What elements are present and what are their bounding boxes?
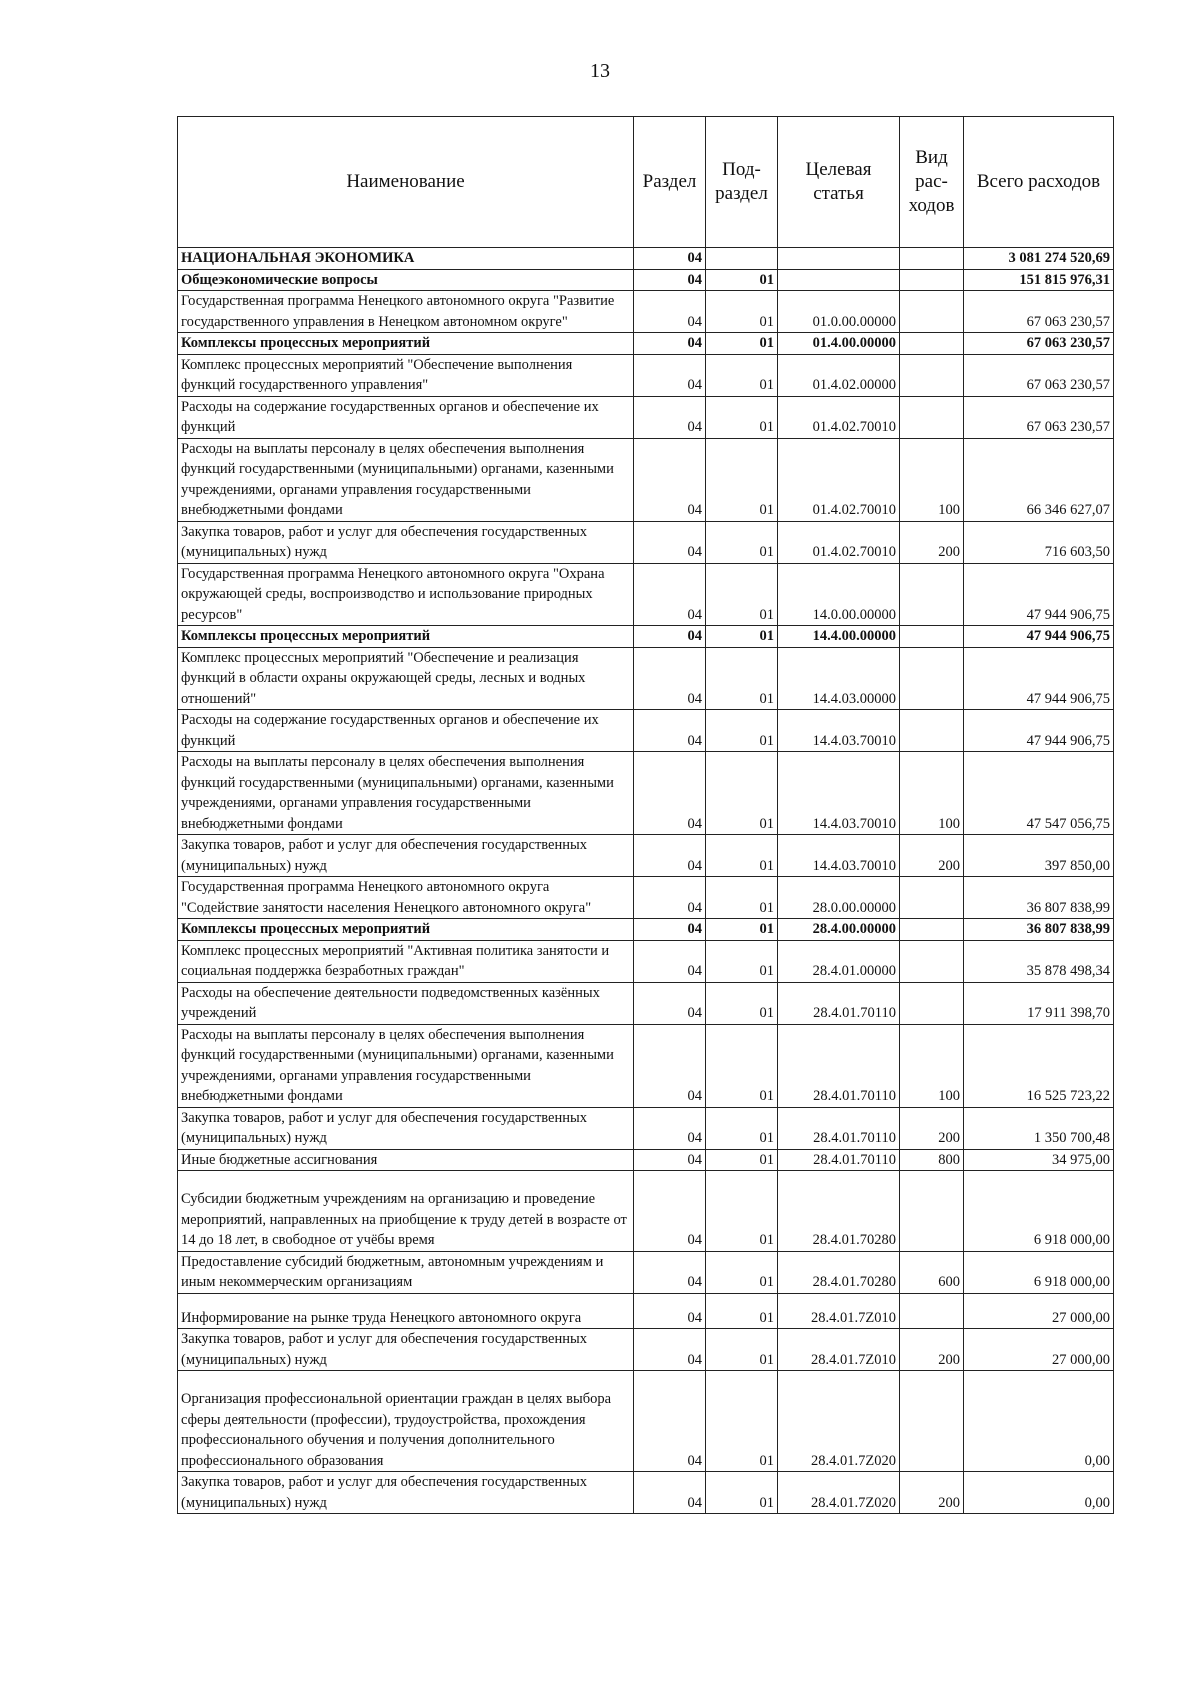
cell-total: 27 000,00 — [964, 1293, 1114, 1329]
table-row — [178, 269, 1114, 291]
cell-total: 151 815 976,31 — [964, 269, 1114, 291]
cell-total: 27 000,00 — [964, 1329, 1114, 1371]
cell-razdel: 04 — [634, 269, 706, 291]
cell-total: 6 918 000,00 — [964, 1251, 1114, 1293]
cell-podrazdel: 01 — [706, 1251, 778, 1293]
cell-razdel: 04 — [634, 1149, 706, 1171]
cell-name: Закупка товаров, работ и услуг для обеспечения государственных (муниципальных) нужд — [178, 1472, 634, 1514]
cell-vid: 100 — [900, 438, 964, 521]
table-row — [178, 626, 1114, 648]
cell-name: Комплекс процессных мероприятий "Обеспечение выполнения функций государственного управления" — [178, 354, 634, 396]
cell-name: Закупка товаров, работ и услуг для обеспечения государственных (муниципальных) нужд — [178, 1107, 634, 1149]
cell-vid: 600 — [900, 1251, 964, 1293]
cell-name: Государственная программа Ненецкого автономного округа "Развитие государственного управления в Ненецком автономном округе" — [178, 291, 634, 333]
cell-statya: 14.4.00.00000 — [778, 626, 900, 648]
cell-total: 0,00 — [964, 1371, 1114, 1472]
cell-razdel: 04 — [634, 333, 706, 355]
cell-vid — [900, 1371, 964, 1472]
cell-statya: 28.4.01.70110 — [778, 1149, 900, 1171]
cell-vid — [900, 626, 964, 648]
cell-podrazdel: 01 — [706, 1149, 778, 1171]
cell-vid: 200 — [900, 835, 964, 877]
cell-name: Закупка товаров, работ и услуг для обеспечения государственных (муниципальных) нужд — [178, 1329, 634, 1371]
cell-podrazdel: 01 — [706, 982, 778, 1024]
cell-total: 67 063 230,57 — [964, 396, 1114, 438]
table-row — [178, 940, 1114, 982]
cell-vid: 200 — [900, 521, 964, 563]
cell-name: Субсидии бюджетным учреждениям на организацию и проведение мероприятий, направленных на приобщение к труду детей в возрасте от 14 до 18 лет, в свободное от учёбы время — [178, 1171, 634, 1252]
table-header-row — [178, 117, 1114, 248]
cell-razdel: 04 — [634, 835, 706, 877]
cell-total: 67 063 230,57 — [964, 291, 1114, 333]
table-row — [178, 919, 1114, 941]
cell-name: Государственная программа Ненецкого автономного округа "Охрана окружающей среды, воспроизводство и использование природных ресурсов" — [178, 563, 634, 626]
cell-total: 17 911 398,70 — [964, 982, 1114, 1024]
cell-razdel: 04 — [634, 354, 706, 396]
cell-total: 34 975,00 — [964, 1149, 1114, 1171]
cell-vid — [900, 563, 964, 626]
cell-vid — [900, 269, 964, 291]
cell-vid — [900, 333, 964, 355]
cell-vid — [900, 710, 964, 752]
table-row — [178, 396, 1114, 438]
table-row — [178, 710, 1114, 752]
table-row — [178, 982, 1114, 1024]
cell-total: 716 603,50 — [964, 521, 1114, 563]
table-row — [178, 1293, 1114, 1329]
cell-total: 67 063 230,57 — [964, 333, 1114, 355]
cell-razdel: 04 — [634, 982, 706, 1024]
cell-vid: 100 — [900, 1024, 964, 1107]
cell-podrazdel: 01 — [706, 396, 778, 438]
cell-statya: 28.4.01.7Z020 — [778, 1371, 900, 1472]
cell-statya: 28.4.01.00000 — [778, 940, 900, 982]
cell-razdel: 04 — [634, 877, 706, 919]
cell-podrazdel: 01 — [706, 291, 778, 333]
table-body — [178, 248, 1114, 1514]
table-row — [178, 1024, 1114, 1107]
cell-vid — [900, 647, 964, 710]
cell-razdel: 04 — [634, 647, 706, 710]
cell-statya: 01.4.02.70010 — [778, 521, 900, 563]
cell-razdel: 04 — [634, 940, 706, 982]
header-razdel: Раздел — [634, 117, 706, 248]
page-number: 13 — [590, 60, 610, 82]
cell-name: Государственная программа Ненецкого автономного округа "Содействие занятости населения Ненецкого автономного округа" — [178, 877, 634, 919]
cell-vid — [900, 291, 964, 333]
cell-total: 35 878 498,34 — [964, 940, 1114, 982]
cell-vid — [900, 940, 964, 982]
cell-vid — [900, 1171, 964, 1252]
cell-statya: 14.0.00.00000 — [778, 563, 900, 626]
cell-total: 66 346 627,07 — [964, 438, 1114, 521]
cell-vid: 200 — [900, 1107, 964, 1149]
cell-name: Закупка товаров, работ и услуг для обеспечения государственных (муниципальных) нужд — [178, 835, 634, 877]
cell-name: Комплекс процессных мероприятий "Обеспечение и реализация функций в области охраны окружающей среды, лесных и водных отношений" — [178, 647, 634, 710]
cell-total: 47 944 906,75 — [964, 710, 1114, 752]
cell-name: НАЦИОНАЛЬНАЯ ЭКОНОМИКА — [178, 248, 634, 270]
cell-total: 36 807 838,99 — [964, 919, 1114, 941]
cell-podrazdel: 01 — [706, 1329, 778, 1371]
cell-vid: 200 — [900, 1472, 964, 1514]
cell-statya — [778, 269, 900, 291]
table-row — [178, 752, 1114, 835]
cell-podrazdel: 01 — [706, 710, 778, 752]
cell-podrazdel: 01 — [706, 647, 778, 710]
header-podrazdel: Под- раздел — [706, 117, 778, 248]
budget-table — [177, 116, 1114, 1514]
cell-razdel: 04 — [634, 1371, 706, 1472]
cell-statya: 28.4.01.70280 — [778, 1251, 900, 1293]
cell-vid — [900, 354, 964, 396]
table-row — [178, 521, 1114, 563]
cell-podrazdel: 01 — [706, 1472, 778, 1514]
table-row — [178, 1107, 1114, 1149]
cell-statya: 14.4.03.70010 — [778, 835, 900, 877]
cell-name: Общеэкономические вопросы — [178, 269, 634, 291]
cell-vid — [900, 248, 964, 270]
cell-name: Закупка товаров, работ и услуг для обеспечения государственных (муниципальных) нужд — [178, 521, 634, 563]
cell-vid — [900, 1293, 964, 1329]
cell-podrazdel: 01 — [706, 563, 778, 626]
cell-statya: 01.0.00.00000 — [778, 291, 900, 333]
cell-total: 0,00 — [964, 1472, 1114, 1514]
cell-statya: 01.4.02.70010 — [778, 396, 900, 438]
table-row — [178, 835, 1114, 877]
cell-name: Расходы на содержание государственных органов и обеспечение их функций — [178, 396, 634, 438]
cell-statya: 28.4.01.70280 — [778, 1171, 900, 1252]
cell-podrazdel: 01 — [706, 877, 778, 919]
cell-statya: 28.4.01.7Z020 — [778, 1472, 900, 1514]
cell-statya: 01.4.02.70010 — [778, 438, 900, 521]
table-row — [178, 1149, 1114, 1171]
cell-statya: 28.4.01.70110 — [778, 982, 900, 1024]
cell-total: 36 807 838,99 — [964, 877, 1114, 919]
cell-podrazdel: 01 — [706, 354, 778, 396]
cell-razdel: 04 — [634, 521, 706, 563]
cell-podrazdel: 01 — [706, 1107, 778, 1149]
cell-name: Иные бюджетные ассигнования — [178, 1149, 634, 1171]
cell-statya — [778, 248, 900, 270]
cell-vid — [900, 919, 964, 941]
cell-vid — [900, 396, 964, 438]
cell-statya: 28.0.00.00000 — [778, 877, 900, 919]
cell-razdel: 04 — [634, 1251, 706, 1293]
cell-razdel: 04 — [634, 752, 706, 835]
cell-podrazdel: 01 — [706, 269, 778, 291]
cell-statya: 01.4.00.00000 — [778, 333, 900, 355]
cell-name: Комплекс процессных мероприятий "Активная политика занятости и социальная поддержка безработных граждан" — [178, 940, 634, 982]
table-row — [178, 248, 1114, 270]
cell-podrazdel: 01 — [706, 1171, 778, 1252]
cell-total: 67 063 230,57 — [964, 354, 1114, 396]
cell-podrazdel: 01 — [706, 752, 778, 835]
cell-podrazdel: 01 — [706, 333, 778, 355]
cell-podrazdel: 01 — [706, 835, 778, 877]
cell-name: Расходы на выплаты персоналу в целях обеспечения выполнения функций государственными (муниципальными) органами, казенными учреждениями, органами управления государственными внебюджетными фондами — [178, 752, 634, 835]
cell-total: 1 350 700,48 — [964, 1107, 1114, 1149]
cell-podrazdel: 01 — [706, 940, 778, 982]
cell-razdel: 04 — [634, 563, 706, 626]
table-row — [178, 354, 1114, 396]
cell-total: 397 850,00 — [964, 835, 1114, 877]
cell-podrazdel — [706, 248, 778, 270]
cell-razdel: 04 — [634, 248, 706, 270]
cell-total: 3 081 274 520,69 — [964, 248, 1114, 270]
cell-name: Расходы на содержание государственных органов и обеспечение их функций — [178, 710, 634, 752]
cell-razdel: 04 — [634, 919, 706, 941]
table-row — [178, 1371, 1114, 1472]
cell-name: Комплексы процессных мероприятий — [178, 333, 634, 355]
cell-statya: 14.4.03.00000 — [778, 647, 900, 710]
cell-razdel: 04 — [634, 1171, 706, 1252]
cell-vid — [900, 877, 964, 919]
cell-razdel: 04 — [634, 1293, 706, 1329]
table-row — [178, 647, 1114, 710]
table-row — [178, 1329, 1114, 1371]
cell-total: 47 547 056,75 — [964, 752, 1114, 835]
cell-statya: 14.4.03.70010 — [778, 710, 900, 752]
table-row — [178, 1472, 1114, 1514]
cell-podrazdel: 01 — [706, 919, 778, 941]
cell-podrazdel: 01 — [706, 1024, 778, 1107]
cell-statya: 28.4.01.70110 — [778, 1107, 900, 1149]
cell-statya: 14.4.03.70010 — [778, 752, 900, 835]
cell-total: 47 944 906,75 — [964, 626, 1114, 648]
cell-statya: 28.4.00.00000 — [778, 919, 900, 941]
cell-name: Информирование на рынке труда Ненецкого автономного округа — [178, 1293, 634, 1329]
cell-razdel: 04 — [634, 1024, 706, 1107]
cell-total: 47 944 906,75 — [964, 563, 1114, 626]
cell-name: Расходы на выплаты персоналу в целях обеспечения выполнения функций государственными (муниципальными) органами, казенными учреждениями, органами управления государственными внебюджетными фондами — [178, 438, 634, 521]
cell-statya: 28.4.01.70110 — [778, 1024, 900, 1107]
cell-vid: 800 — [900, 1149, 964, 1171]
cell-razdel: 04 — [634, 291, 706, 333]
table-row — [178, 877, 1114, 919]
header-total: Всего расходов — [964, 117, 1114, 248]
cell-statya: 28.4.01.7Z010 — [778, 1329, 900, 1371]
cell-podrazdel: 01 — [706, 521, 778, 563]
cell-razdel: 04 — [634, 626, 706, 648]
cell-total: 47 944 906,75 — [964, 647, 1114, 710]
header-statya: Целевая статья — [778, 117, 900, 248]
table-row — [178, 291, 1114, 333]
cell-podrazdel: 01 — [706, 438, 778, 521]
table-row — [178, 563, 1114, 626]
cell-total: 16 525 723,22 — [964, 1024, 1114, 1107]
cell-podrazdel: 01 — [706, 1293, 778, 1329]
cell-vid — [900, 982, 964, 1024]
cell-name: Организация профессиональной ориентации граждан в целях выбора сферы деятельности (профессии), трудоустройства, прохождения профессионального обучения и получения дополнительного профессионального образования — [178, 1371, 634, 1472]
table-row — [178, 1251, 1114, 1293]
cell-razdel: 04 — [634, 396, 706, 438]
cell-podrazdel: 01 — [706, 626, 778, 648]
cell-podrazdel: 01 — [706, 1371, 778, 1472]
cell-razdel: 04 — [634, 1472, 706, 1514]
cell-name: Предоставление субсидий бюджетным, автономным учреждениям и иным некоммерческим организациям — [178, 1251, 634, 1293]
cell-name: Расходы на обеспечение деятельности подведомственных казённых учреждений — [178, 982, 634, 1024]
header-name: Наименование — [178, 117, 634, 248]
cell-vid: 200 — [900, 1329, 964, 1371]
cell-razdel: 04 — [634, 1107, 706, 1149]
cell-statya: 28.4.01.7Z010 — [778, 1293, 900, 1329]
table-row — [178, 1171, 1114, 1252]
cell-name: Комплексы процессных мероприятий — [178, 919, 634, 941]
table-row — [178, 438, 1114, 521]
cell-statya: 01.4.02.00000 — [778, 354, 900, 396]
cell-razdel: 04 — [634, 710, 706, 752]
cell-razdel: 04 — [634, 1329, 706, 1371]
header-vid: Вид рас- ходов — [900, 117, 964, 248]
cell-total: 6 918 000,00 — [964, 1171, 1114, 1252]
table-row — [178, 333, 1114, 355]
cell-vid: 100 — [900, 752, 964, 835]
cell-name: Расходы на выплаты персоналу в целях обеспечения выполнения функций государственными (муниципальными) органами, казенными учреждениями, органами управления государственными внебюджетными фондами — [178, 1024, 634, 1107]
cell-razdel: 04 — [634, 438, 706, 521]
cell-name: Комплексы процессных мероприятий — [178, 626, 634, 648]
